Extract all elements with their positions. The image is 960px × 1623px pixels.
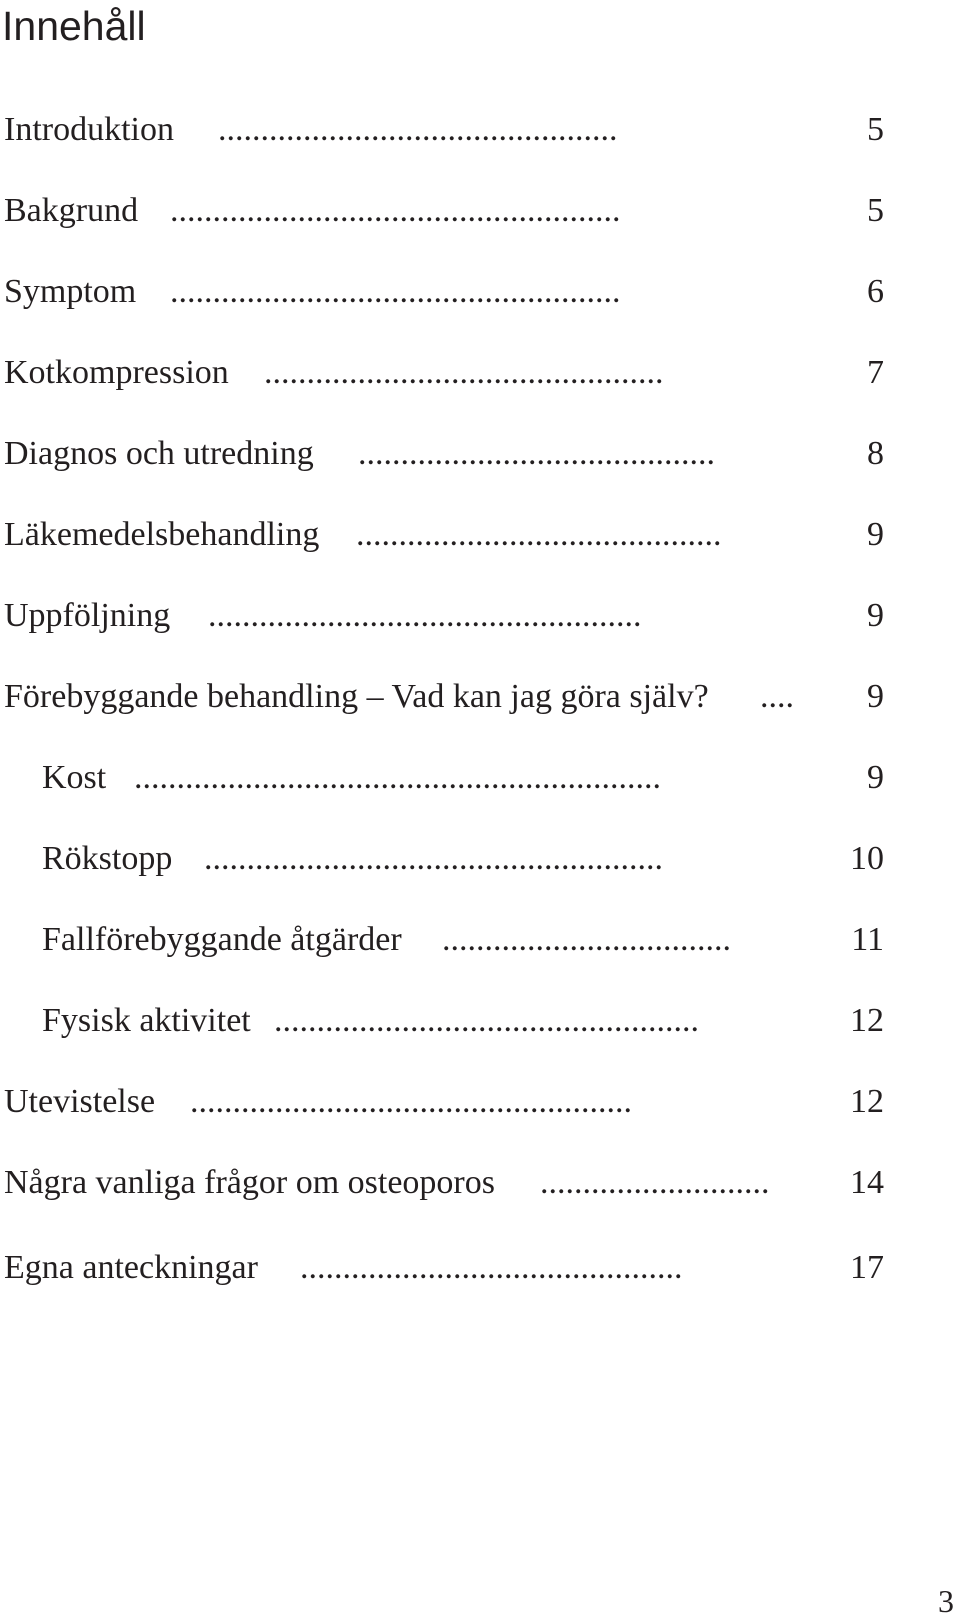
toc-leader-dots: ........................... bbox=[540, 1164, 770, 1201]
toc-page-number: 12 bbox=[850, 1002, 884, 1039]
toc-page-number: 9 bbox=[867, 597, 884, 634]
toc-page-number: 11 bbox=[851, 921, 884, 958]
toc-entry-label: Bakgrund bbox=[4, 192, 139, 229]
toc-leader-dots: .................................................. bbox=[274, 1002, 699, 1039]
toc-page-number: 5 bbox=[867, 111, 884, 148]
toc-entry-vanliga-fragor[interactable] bbox=[0, 1159, 960, 1207]
toc-entry-label: Fallförebyggande åtgärder bbox=[42, 921, 402, 958]
toc-leader-dots: ............................................. bbox=[300, 1249, 683, 1286]
toc-leader-dots: ..................................................... bbox=[170, 192, 621, 229]
toc-leader-dots: .............................................................. bbox=[134, 759, 661, 796]
toc-page-number: 12 bbox=[850, 1083, 884, 1120]
toc-entry-label: Kost bbox=[42, 759, 107, 796]
toc-leader-dots: ........................................... bbox=[356, 516, 722, 553]
toc-entry-label: Uppföljning bbox=[4, 597, 171, 634]
toc-leader-dots: .......................................... bbox=[358, 435, 715, 472]
toc-page-number: 8 bbox=[867, 435, 884, 472]
toc-entry-fallforebyggande[interactable] bbox=[0, 916, 960, 964]
toc-entry-egna-anteckningar[interactable] bbox=[0, 1244, 960, 1292]
toc-entry-fysisk-aktivitet[interactable] bbox=[0, 997, 960, 1045]
toc-entry-uppfoljning[interactable] bbox=[0, 592, 960, 640]
page-title: Innehåll bbox=[2, 3, 146, 49]
toc-entry-label: Diagnos och utredning bbox=[4, 435, 314, 472]
toc-entry-label: Förebyggande behandling – Vad kan jag göra själv? bbox=[4, 678, 709, 715]
toc-leader-dots: .... bbox=[760, 678, 794, 715]
toc-entry-label: Kotkompression bbox=[4, 354, 229, 391]
toc-entry-label: Symptom bbox=[4, 273, 137, 310]
toc-entry-forebyggande-behandling[interactable] bbox=[0, 673, 960, 721]
toc-leader-dots: ................................................... bbox=[208, 597, 642, 634]
toc-leader-dots: .................................. bbox=[442, 921, 731, 958]
toc-entry-kost[interactable] bbox=[0, 754, 960, 802]
toc-leader-dots: ..................................................... bbox=[170, 273, 621, 310]
toc-entry-bakgrund[interactable] bbox=[0, 187, 960, 235]
toc-entry-label: Utevistelse bbox=[4, 1083, 156, 1120]
toc-entry-introduktion[interactable] bbox=[0, 106, 960, 154]
toc-entry-label: Rökstopp bbox=[42, 840, 173, 877]
toc-page-number: 7 bbox=[867, 354, 884, 391]
page-number: 3 bbox=[938, 1583, 954, 1619]
toc-page-number: 9 bbox=[867, 678, 884, 715]
toc-entry-label: Egna anteckningar bbox=[4, 1249, 258, 1286]
toc-entry-lakemedelsbehandling[interactable] bbox=[0, 511, 960, 559]
toc-leader-dots: ............................................... bbox=[264, 354, 664, 391]
toc-leader-dots: ...................................................... bbox=[204, 840, 663, 877]
toc-leader-dots: .................................................... bbox=[190, 1083, 632, 1120]
toc-entry-symptom[interactable] bbox=[0, 268, 960, 316]
toc-page-number: 14 bbox=[850, 1164, 884, 1201]
toc-entry-kotkompression[interactable] bbox=[0, 349, 960, 397]
toc-entry-label: Introduktion bbox=[4, 111, 174, 148]
toc-leader-dots: ............................................... bbox=[218, 111, 618, 148]
toc-entry-label: Fysisk aktivitet bbox=[42, 1002, 251, 1039]
toc-entry-label: Några vanliga frågor om osteoporos bbox=[4, 1164, 495, 1201]
toc-page-number: 10 bbox=[850, 840, 884, 877]
toc-page-number: 9 bbox=[867, 759, 884, 796]
toc-entry-diagnos[interactable] bbox=[0, 430, 960, 478]
toc-page-number: 9 bbox=[867, 516, 884, 553]
toc-entry-label: Läkemedelsbehandling bbox=[4, 516, 320, 553]
toc-page-number: 5 bbox=[867, 192, 884, 229]
toc-page-number: 17 bbox=[850, 1249, 884, 1286]
toc-page-number: 6 bbox=[867, 273, 884, 310]
toc-entry-utevistelse[interactable] bbox=[0, 1078, 960, 1126]
toc-entry-rokstopp[interactable] bbox=[0, 835, 960, 883]
